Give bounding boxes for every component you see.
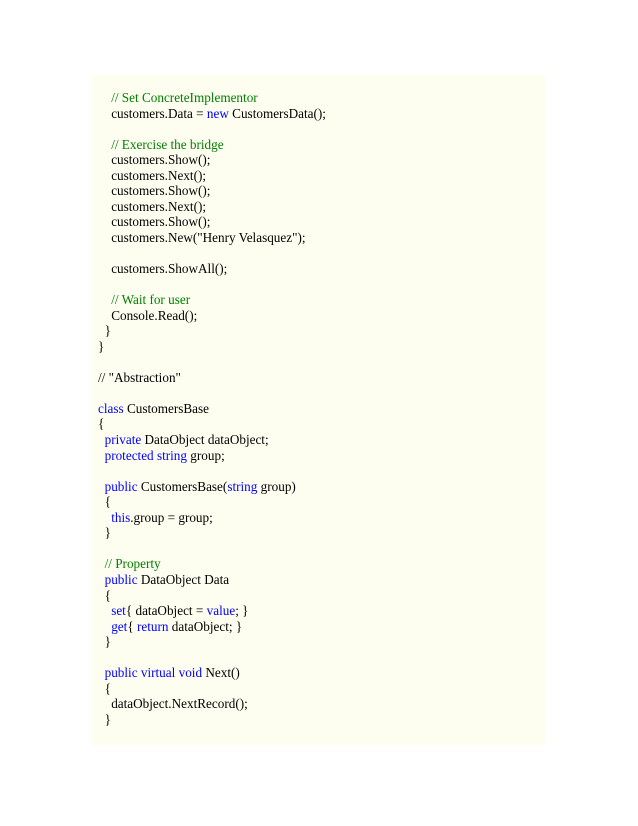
code-line — [92, 479, 545, 495]
code-keyword: string — [156, 447, 187, 463]
code-text: dataObject.NextRecord(); — [98, 696, 248, 712]
code-line — [92, 572, 545, 588]
code-text: customers.Show(); — [98, 152, 211, 168]
code-comment: // Exercise the bridge — [111, 136, 224, 152]
code-line — [92, 541, 545, 557]
code-line — [92, 168, 545, 184]
code-line — [92, 277, 545, 293]
code-keyword: void — [178, 665, 203, 681]
code-text: } — [98, 323, 111, 339]
code-line — [92, 665, 545, 681]
code-text — [98, 665, 105, 680]
code-line — [92, 199, 545, 215]
code-text: .group = group; — [130, 509, 213, 525]
code-text: { — [98, 680, 111, 696]
code-text: customers.Next(); — [98, 198, 207, 214]
code-text: } — [98, 338, 105, 354]
code-keyword: protected — [104, 447, 154, 463]
code-text — [98, 619, 111, 634]
code-text — [98, 572, 105, 587]
code-text: customers.Show(); — [98, 214, 211, 230]
code-keyword: this — [111, 509, 131, 525]
code-text: Console.Read(); — [98, 307, 198, 323]
code-line — [92, 183, 545, 199]
code-keyword: class — [98, 400, 124, 416]
code-keyword: new — [206, 105, 229, 121]
code-text: group) — [257, 478, 296, 494]
code-line — [92, 230, 545, 246]
code-text: ; } — [235, 603, 249, 619]
code-text: DataObject dataObject; — [141, 432, 269, 448]
code-text: customers.New("Henry Velasquez"); — [98, 229, 306, 245]
code-block — [92, 90, 545, 727]
code-text: CustomersBase — [123, 400, 209, 416]
code-text: } — [98, 711, 111, 727]
code-line — [92, 432, 545, 448]
code-line — [92, 619, 545, 635]
code-line — [92, 416, 545, 432]
code-line — [92, 245, 545, 261]
code-comment: // Property — [104, 556, 161, 572]
code-text: Next() — [202, 665, 240, 681]
code-line — [92, 152, 545, 168]
code-line — [92, 261, 545, 277]
code-line — [92, 121, 545, 137]
code-text — [98, 510, 111, 525]
code-text: { — [98, 587, 111, 603]
code-line — [92, 137, 545, 153]
code-line — [92, 712, 545, 728]
code-text — [98, 432, 105, 447]
code-line — [92, 650, 545, 666]
code-text — [98, 556, 105, 571]
code-line — [92, 385, 545, 401]
code-text: customers.ShowAll(); — [98, 261, 228, 277]
code-text: // "Abstraction" — [98, 369, 181, 385]
code-text: customers.Next(); — [98, 167, 207, 183]
code-line — [92, 308, 545, 324]
code-text: customers.Show(); — [98, 183, 211, 199]
code-line — [92, 588, 545, 604]
code-keyword: private — [104, 432, 142, 448]
code-text — [98, 292, 111, 307]
code-comment: // Wait for user — [111, 292, 191, 308]
code-keyword: public — [104, 665, 138, 681]
code-line — [92, 494, 545, 510]
code-keyword: return — [136, 618, 169, 634]
code-text: customers.Data = — [98, 105, 207, 121]
code-line — [92, 214, 545, 230]
code-line — [92, 603, 545, 619]
code-text: DataObject Data — [137, 571, 230, 587]
code-text — [98, 479, 105, 494]
code-line — [92, 696, 545, 712]
code-text: dataObject; } — [168, 618, 243, 634]
code-line — [92, 339, 545, 355]
code-text: { — [127, 618, 137, 634]
code-keyword: virtual — [140, 665, 176, 681]
code-keyword: set — [111, 603, 126, 619]
code-line — [92, 323, 545, 339]
code-text: } — [98, 634, 111, 650]
code-line — [92, 354, 545, 370]
code-line — [92, 556, 545, 572]
code-line — [92, 90, 545, 106]
code-line — [92, 463, 545, 479]
code-keyword: get — [111, 618, 128, 634]
code-line — [92, 401, 545, 417]
code-line — [92, 681, 545, 697]
code-comment: // Set ConcreteImplementor — [111, 90, 258, 105]
code-text: group; — [187, 447, 225, 463]
code-text: { — [98, 416, 105, 432]
code-line — [92, 370, 545, 386]
code-line — [92, 525, 545, 541]
code-line — [92, 634, 545, 650]
code-text — [98, 90, 111, 105]
code-keyword: value — [206, 603, 236, 619]
code-panel — [92, 75, 545, 745]
code-text: CustomersData(); — [228, 105, 326, 121]
code-keyword: string — [227, 478, 258, 494]
code-text: } — [98, 525, 111, 541]
code-text — [98, 137, 111, 152]
code-line — [92, 448, 545, 464]
code-line — [92, 510, 545, 526]
code-keyword: public — [104, 478, 138, 494]
code-keyword: public — [104, 571, 138, 587]
code-line — [92, 292, 545, 308]
code-text: CustomersBase( — [137, 478, 228, 494]
code-text: { dataObject = — [125, 603, 207, 619]
code-text — [98, 448, 105, 463]
code-text: { — [98, 494, 111, 510]
code-line — [92, 106, 545, 122]
code-text — [98, 603, 111, 618]
